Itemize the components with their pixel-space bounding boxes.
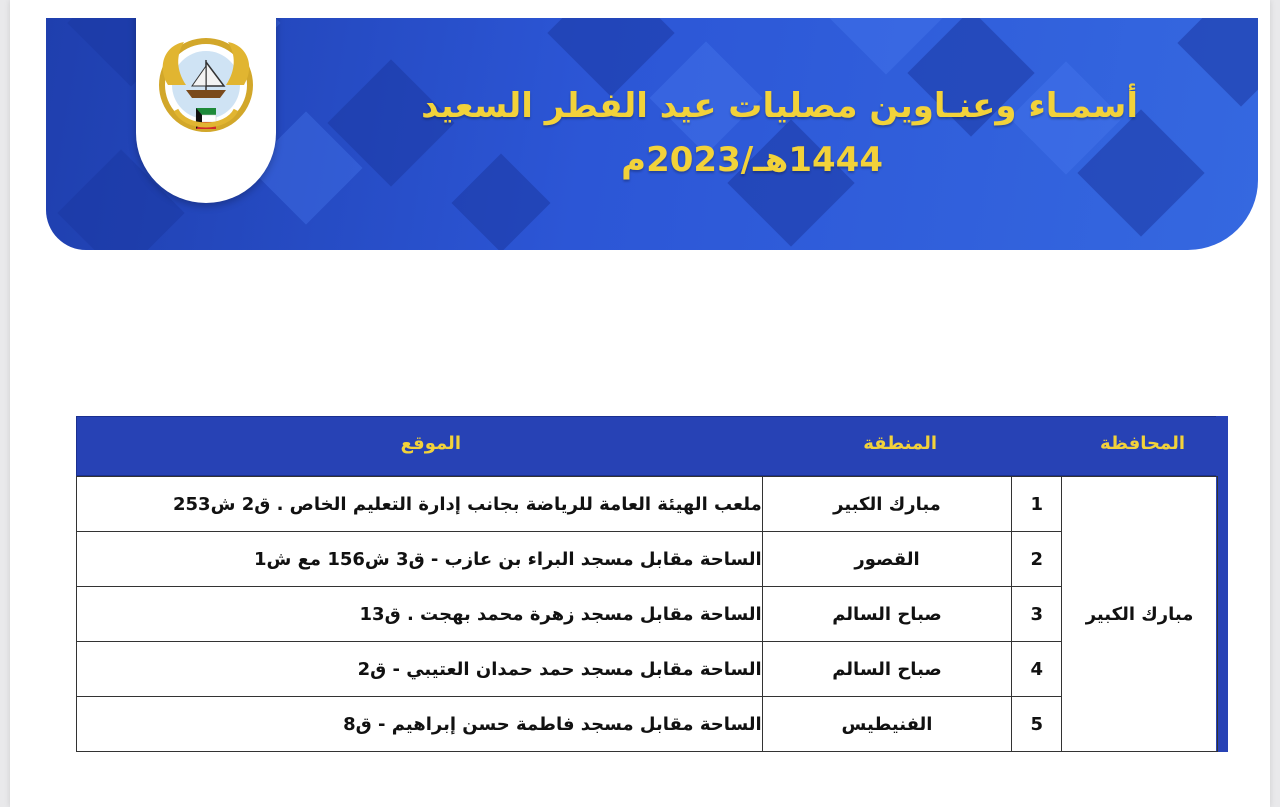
table-body	[76, 476, 1228, 752]
area-cell: الفنيطيس	[762, 697, 1012, 752]
location-cell: الساحة مقابل مسجد البراء بن عازب - ق3 ش156 مع ش1	[77, 532, 763, 587]
area-cell: صباح السالم	[762, 642, 1012, 697]
area-cell: صباح السالم	[762, 587, 1012, 642]
area-cell: القصور	[762, 532, 1012, 587]
table-row	[77, 697, 1218, 752]
governorate-cell: مبارك الكبير	[1062, 477, 1218, 752]
row-number: 5	[1012, 697, 1062, 752]
table-header-row	[76, 416, 1228, 476]
document-page	[10, 0, 1270, 807]
prayer-grounds-table	[76, 416, 1228, 752]
row-number: 2	[1012, 532, 1062, 587]
location-cell: الساحة مقابل مسجد فاطمة حسن إبراهيم - ق8	[77, 697, 763, 752]
page-subtitle-date: 1444هـ/2023م	[621, 140, 883, 180]
row-number: 4	[1012, 642, 1062, 697]
table-row	[77, 587, 1218, 642]
location-cell: الساحة مقابل مسجد حمد حمدان العتيبي - ق2	[77, 642, 763, 697]
header-area: المنطقة	[863, 433, 937, 454]
header-location: الموقع	[400, 433, 461, 454]
table-row	[77, 532, 1218, 587]
row-number: 1	[1012, 477, 1062, 532]
location-cell: الساحة مقابل مسجد زهرة محمد بهجت . ق13	[77, 587, 763, 642]
logo-badge	[136, 18, 276, 203]
kuwait-ministry-emblem-icon	[146, 30, 266, 150]
header-governorate: المحافظة	[1100, 433, 1185, 454]
table-row	[77, 477, 1218, 532]
header-banner	[46, 18, 1258, 250]
location-cell: ملعب الهيئة العامة للرياضة بجانب إدارة التعليم الخاص . ق2 ش253	[77, 477, 763, 532]
page-title: أسمـاء وعنـاوين مصليات عيد الفطر السعيد	[421, 86, 1138, 126]
row-number: 3	[1012, 587, 1062, 642]
table-grid	[76, 476, 1218, 752]
area-cell: مبارك الكبير	[762, 477, 1012, 532]
table-row	[77, 642, 1218, 697]
